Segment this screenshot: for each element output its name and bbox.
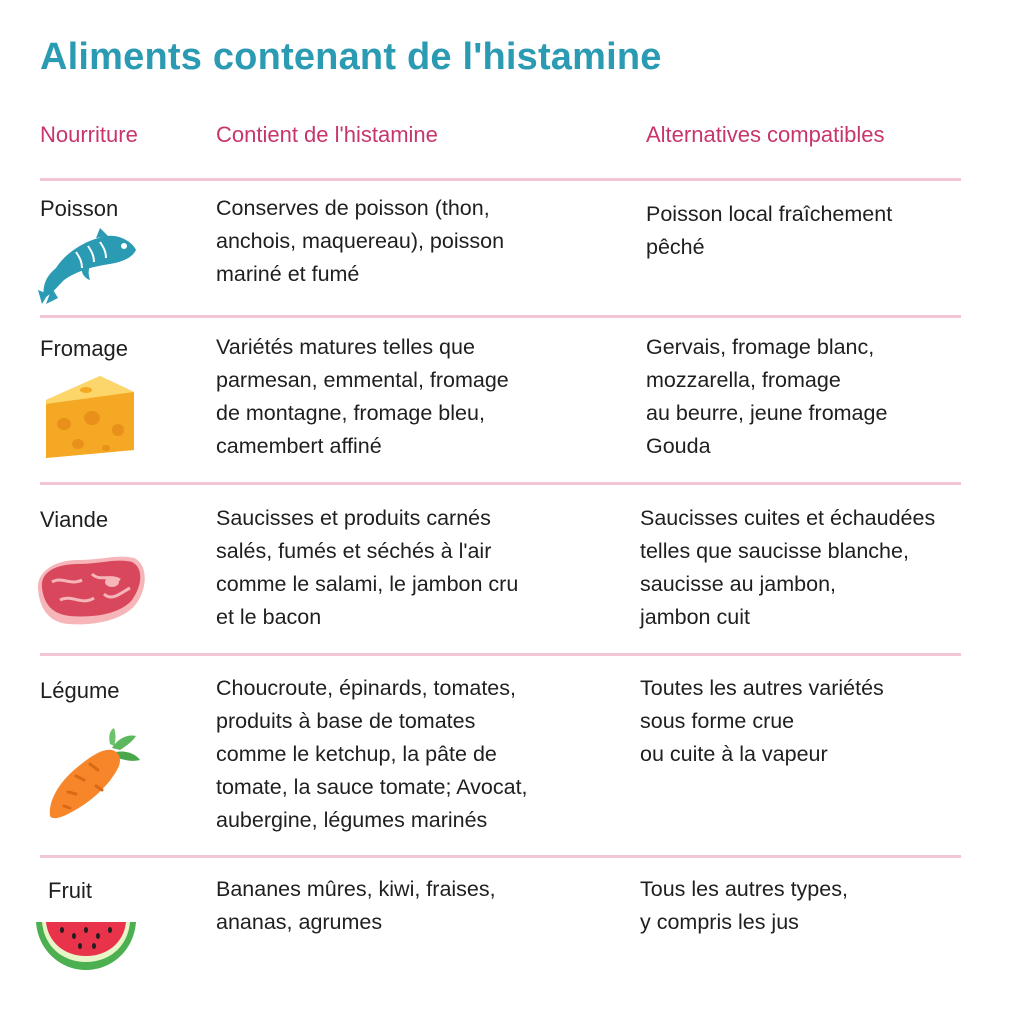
- alternatives-poisson: Poisson local fraîchement pêché: [646, 202, 893, 259]
- header-food: Nourriture: [40, 122, 138, 147]
- food-label-legume: Légume: [40, 678, 120, 703]
- watermelon-icon: [34, 918, 138, 972]
- fish-icon: [36, 228, 140, 306]
- food-label-fromage: Fromage: [40, 336, 129, 361]
- contains-fruit: Bananes mûres, kiwi, fraises, ananas, agrumes: [216, 877, 496, 934]
- divider: [40, 482, 961, 485]
- carrot-icon: [46, 728, 142, 820]
- alternatives-legume: Toutes les autres variétés sous forme crue ou cuite à la vapeur: [640, 676, 884, 766]
- alternatives-viande: Saucisses cuites et échaudées telles que saucisse blanche, saucisse au jambon, jambon cuit: [640, 506, 936, 629]
- contains-viande: Saucisses et produits carnés salés, fumés et séchés à l'air comme le salami, le jambon cru et le bacon: [216, 506, 519, 629]
- contains-poisson: Conserves de poisson (thon, anchois, maquereau), poisson mariné et fumé: [216, 196, 505, 286]
- page-title: Aliments contenant de l'histamine: [40, 36, 662, 78]
- food-label-fruit: Fruit: [48, 878, 92, 903]
- contains-fromage: Variétés matures telles que parmesan, emmental, fromage de montagne, fromage bleu, camembert affiné: [216, 335, 509, 458]
- contains-legume: Choucroute, épinards, tomates, produits à base de tomates comme le ketchup, la pâte de tomate, la sauce tomate; Avocat, aubergine, légumes marinés: [216, 676, 528, 832]
- cheese-icon: [42, 374, 138, 460]
- food-label-viande: Viande: [40, 507, 109, 532]
- header-contains: Contient de l'histamine: [216, 122, 438, 147]
- divider: [40, 855, 961, 858]
- divider: [40, 315, 961, 318]
- divider: [40, 178, 961, 181]
- food-label-poisson: Poisson: [40, 196, 119, 221]
- header-alternatives: Alternatives compatibles: [646, 122, 885, 147]
- alternatives-fruit: Tous les autres types, y compris les jus: [640, 877, 848, 934]
- steak-icon: [32, 552, 150, 630]
- divider: [40, 653, 961, 656]
- alternatives-fromage: Gervais, fromage blanc, mozzarella, fromage au beurre, jeune fromage Gouda: [646, 335, 888, 458]
